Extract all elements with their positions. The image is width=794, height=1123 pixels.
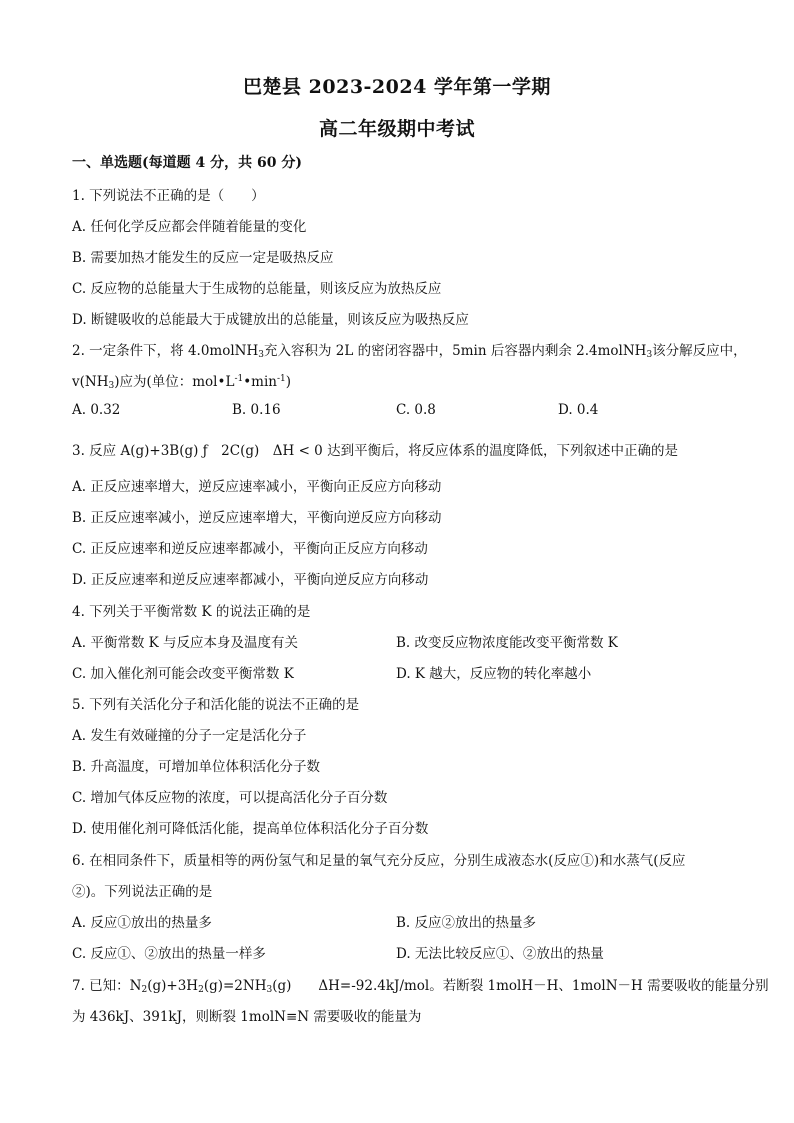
q2-stem-sub-b: 3 <box>646 350 653 360</box>
q7-part-1: 7. 已知：N <box>72 978 142 994</box>
q2-option-d: D. 0.4 <box>558 402 599 418</box>
q4-stem: 4. 下列关于平衡常数 K 的说法正确的是 <box>72 604 311 620</box>
q4-option-c: C. 加入催化剂可能会改变平衡常数 K <box>72 666 294 682</box>
q1-option-b: B. 需要加热才能发生的反应一定是吸热反应 <box>72 250 334 266</box>
q3-option-c: C. 正反应速率和逆反应速率都减小，平衡向正反应方向移动 <box>72 541 428 557</box>
q7-part-2: (g)+3H <box>147 978 199 994</box>
q5-stem: 5. 下列有关活化分子和活化能的说法不正确的是 <box>72 697 360 713</box>
q6-option-d: D. 无法比较反应①、②放出的热量 <box>396 946 604 962</box>
q4-option-d: D. K 越大，反应物的转化率越小 <box>396 666 592 682</box>
section-heading: 一、单选题(每道题 4 分，共 60 分) <box>72 155 302 171</box>
q2-rate-sub: 3 <box>108 381 115 391</box>
q2-stem-line2 <box>72 370 291 390</box>
q7-part-4: (g) ΔH=-92.4kJ/mol。若断裂 1molH－H、1molN－H 需要吸收的能量分别 <box>272 978 769 994</box>
q4-option-b: B. 改变反应物浓度能改变平衡常数 K <box>396 635 618 651</box>
q1-option-a: A. 任何化学反应都会伴随着能量的变化 <box>72 219 307 235</box>
q7-stem-line2: 为 436kJ、391kJ，则断裂 1molN≡N 需要吸收的能量为 <box>72 1009 422 1025</box>
q2-stem-part-c: 该分解反应中， <box>652 343 747 359</box>
q2-rate-sup1: -1 <box>234 374 244 384</box>
q2-option-a: A. 0.32 <box>72 402 121 418</box>
q3-option-d: D. 正反应速率和逆反应速率都减小，平衡向逆反应方向移动 <box>72 572 429 588</box>
q7-sub-2: 2 <box>198 985 204 995</box>
q7-sub-3: 3 <box>266 985 273 995</box>
q4-option-a: A. 平衡常数 K 与反应本身及温度有关 <box>72 635 298 651</box>
q5-option-d: D. 使用催化剂可降低活化能，提高单位体积活化分子百分数 <box>72 821 429 837</box>
q3-stem: 3. 反应 A(g)+3B(g) ƒ 2C(g) ΔH < 0 达到平衡后，将反应体系的温度降低，下列叙述中正确的是 <box>72 443 679 459</box>
q1-option-d: D. 断键吸收的总能最大于成键放出的总能量，则该反应为吸热反应 <box>72 312 469 328</box>
q6-option-b: B. 反应②放出的热量多 <box>396 915 537 931</box>
q5-option-c: C. 增加气体反应物的浓度，可以提高活化分子百分数 <box>72 790 388 806</box>
q7-stem-line1 <box>72 974 769 994</box>
q6-stem-line1: 6. 在相同条件下，质量相等的两份氢气和足量的氧气充分反应，分别生成液态水(反应①)和水蒸气(反应 <box>72 853 686 869</box>
q2-rate-part-d: ) <box>285 374 292 390</box>
q2-rate-sup2: -1 <box>277 374 286 384</box>
q2-stem-part-b: 充入容积为 2L 的密闭容器中，5min 后容器内剩余 2.4molNH <box>264 343 647 359</box>
q6-stem-line2: ②)。下列说法正确的是 <box>72 884 213 900</box>
q2-stem-sub-a: 3 <box>258 350 264 360</box>
q6-option-c: C. 反应①、②放出的热量一样多 <box>72 946 266 962</box>
q2-rate-part-a: v(NH <box>72 374 109 390</box>
q2-stem-part-a: 2. 一定条件下，将 4.0molNH <box>72 343 259 359</box>
q2-rate-part-b: )应为(单位：mol•L <box>114 374 235 390</box>
q2-stem-line1 <box>72 339 747 359</box>
q7-sub-1: 2 <box>141 985 148 995</box>
q3-option-b: B. 正反应速率减小，逆反应速率增大，平衡向逆反应方向移动 <box>72 510 442 526</box>
q2-option-c: C. 0.8 <box>396 402 436 418</box>
q5-option-b: B. 升高温度，可增加单位体积活化分子数 <box>72 759 321 775</box>
q1-option-c: C. 反应物的总能量大于生成物的总能量，则该反应为放热反应 <box>72 281 442 297</box>
exam-title-line1: 巴楚县 2023-2024 学年第一学期 <box>243 76 551 98</box>
q5-option-a: A. 发生有效碰撞的分子一定是活化分子 <box>72 728 307 744</box>
q7-part-3: (g)=2NH <box>203 978 267 994</box>
exam-title-line2: 高二年级期中考试 <box>318 118 475 140</box>
q3-option-a: A. 正反应速率增大，逆反应速率减小，平衡向正反应方向移动 <box>72 479 442 495</box>
q2-option-b: B. 0.16 <box>232 402 281 418</box>
q2-rate-part-c: •min <box>243 374 277 390</box>
q6-option-a: A. 反应①放出的热量多 <box>72 915 212 931</box>
q1-stem: 1. 下列说法不正确的是（ ） <box>72 188 265 204</box>
